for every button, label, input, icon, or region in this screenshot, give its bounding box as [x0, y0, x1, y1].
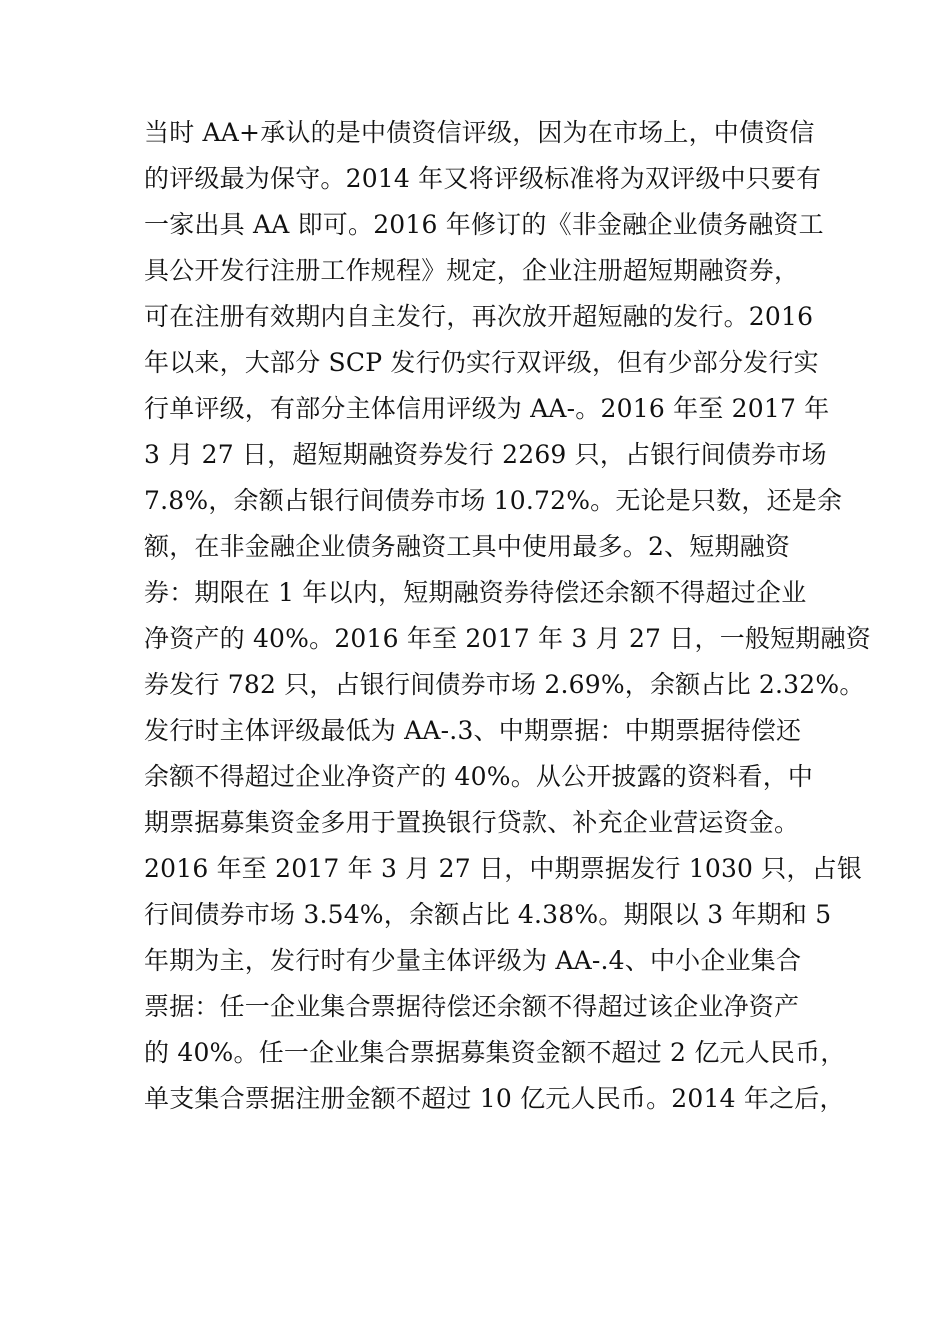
text-line: 年以来，大部分 SCP 发行仍实行双评级，但有少部分发行实: [144, 348, 819, 377]
text-line: 当时 AA+承认的是中债资信评级，因为在市场上，中债资信: [144, 118, 815, 147]
text-line: 余额不得超过企业净资产的 40%。从公开披露的资料看，中: [144, 762, 814, 791]
text-line: 单支集合票据注册金额不超过 10 亿元人民币。2014 年之后，: [144, 1084, 845, 1113]
text-line: 年期为主，发行时有少量主体评级为 AA-.4、中小企业集合: [144, 946, 802, 975]
text-line: 行间债券市场 3.54%，余额占比 4.38%。期限以 3 年期和 5: [144, 900, 832, 929]
text-line: 行单评级，有部分主体信用评级为 AA-。2016 年至 2017 年: [144, 394, 830, 423]
text-line: 发行时主体评级最低为 AA-.3、中期票据：中期票据待偿还: [144, 716, 802, 745]
text-line: 券：期限在 1 年以内，短期融资券待偿还余额不得超过企业: [144, 578, 807, 607]
text-line: 券发行 782 只，占银行间债券市场 2.69%，余额占比 2.32%。: [144, 670, 865, 699]
text-line: 票据：任一企业集合票据待偿还余额不得超过该企业净资产: [144, 992, 800, 1021]
text-line: 的 40%。任一企业集合票据募集资金额不超过 2 亿元人民币，: [144, 1038, 846, 1067]
text-line: 2016 年至 2017 年 3 月 27 日，中期票据发行 1030 只，占银: [144, 854, 863, 883]
text-line: 7.8%，余额占银行间债券市场 10.72%。无论是只数，还是余: [144, 486, 843, 515]
text-line: 的评级最为保守。2014 年又将评级标准将为双评级中只要有: [144, 164, 822, 193]
text-line: 净资产的 40%。2016 年至 2017 年 3 月 27 日，一般短期融资: [144, 624, 871, 653]
body-text: [144, 110, 871, 1122]
text-line: 一家出具 AA 即可。2016 年修订的《非金融企业债务融资工: [144, 210, 824, 239]
text-line: 额，在非金融企业债务融资工具中使用最多。2、短期融资: [144, 532, 791, 561]
text-line: 具公开发行注册工作规程》规定，企业注册超短期融资券，: [144, 256, 800, 285]
text-line: 可在注册有效期内自主发行，再次放开超短融的发行。2016: [144, 302, 814, 331]
text-line: 3 月 27 日，超短期融资券发行 2269 只，占银行间债券市场: [144, 440, 827, 469]
text-line: 期票据募集资金多用于置换银行贷款、补充企业营运资金。: [144, 808, 800, 837]
